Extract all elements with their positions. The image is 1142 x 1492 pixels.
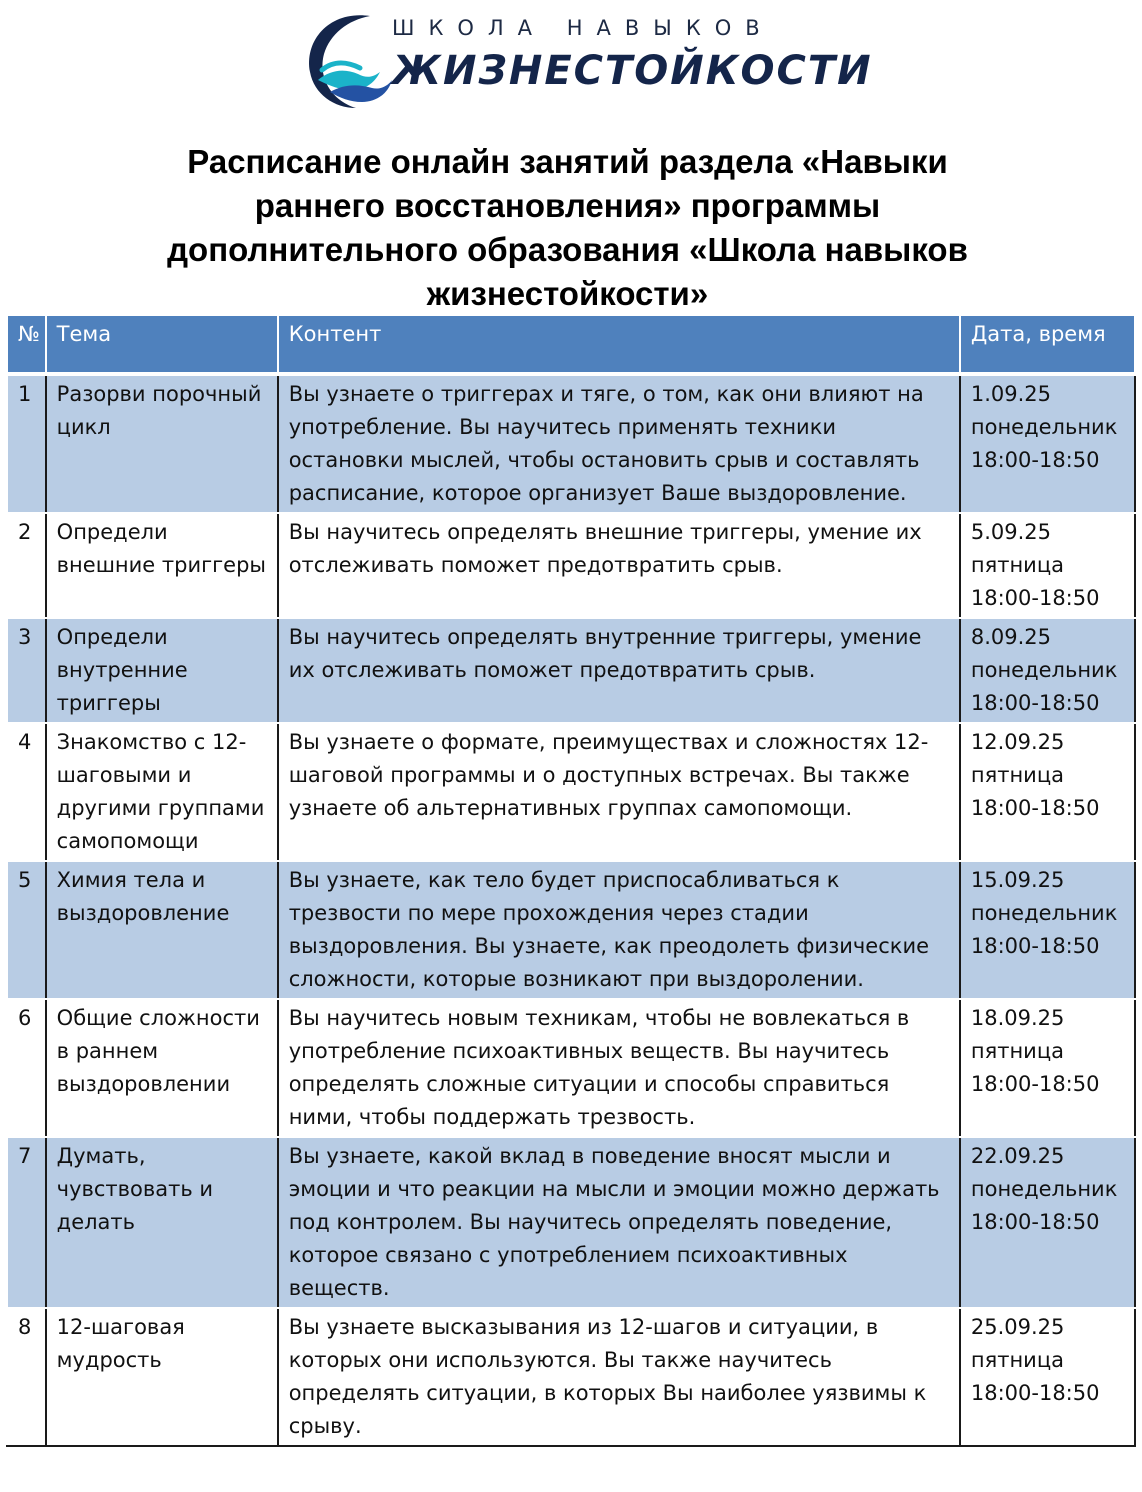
header-content: Контент <box>278 315 960 374</box>
row-topic: 12-шаговая мудрость <box>46 1308 278 1446</box>
header-topic: Тема <box>46 315 278 374</box>
page-title: Расписание онлайн занятий раздела «Навыки раннего восстановления» программы дополнительного образования «Школа навыков жизнестойкости» <box>167 143 968 312</box>
row-content: Вы узнаете о триггерах и тяге, о том, как они влияют на употребление. Вы научитесь применять техники остановки мыслей, чтобы остановить срыв и составлять расписание, которое организует Ваше выздоровление. <box>278 374 960 513</box>
row-date-cell <box>960 723 1135 861</box>
row-topic: Определи внутренние триггеры <box>46 618 278 723</box>
row-num: 5 <box>7 861 46 999</box>
row-content: Вы узнаете, как тело будет приспосабливаться к трезвости по мере прохождения через стадии выздоровления. Вы узнаете, как преодолеть физические сложности, которые возникают при выздоролении. <box>278 861 960 999</box>
hands-emblem-icon <box>300 10 396 110</box>
row-day: понедельник <box>970 415 1118 439</box>
row-date: 12.09.25 <box>970 730 1065 754</box>
row-content: Вы узнаете, какой вклад в поведение вносят мысли и эмоции и что реакции на мысли и эмоции можно держать под контролем. Вы научитесь определять поведение, которое связано с употреблением психоактивных веществ. <box>278 1137 960 1308</box>
row-topic: Химия тела и выздоровление <box>46 861 278 999</box>
table-row <box>7 999 1135 1137</box>
logo-text-top: ШКОЛА НАВЫКОВ <box>392 16 774 40</box>
table-row <box>7 861 1135 999</box>
table-row <box>7 513 1135 618</box>
row-date-cell <box>960 999 1135 1137</box>
row-date: 5.09.25 <box>970 520 1052 544</box>
row-content: Вы научитесь определять внутренние триггеры, умение их отслеживать поможет предотвратить срыв. <box>278 618 960 723</box>
row-date: 25.09.25 <box>970 1315 1065 1339</box>
row-date-cell <box>960 618 1135 723</box>
row-time: 18:00-18:50 <box>970 691 1100 715</box>
row-time: 18:00-18:50 <box>970 796 1100 820</box>
row-time: 18:00-18:50 <box>970 1210 1100 1234</box>
row-date: 22.09.25 <box>970 1144 1065 1168</box>
row-content: Вы научитесь новым техникам, чтобы не вовлекаться в употребление психоактивных веществ. Вы научитесь определять сложные ситуации и способы справиться ними, чтобы поддержать трезвость. <box>278 999 960 1137</box>
row-num: 8 <box>7 1308 46 1446</box>
table-row <box>7 723 1135 861</box>
table-row <box>7 618 1135 723</box>
row-num: 2 <box>7 513 46 618</box>
row-num: 4 <box>7 723 46 861</box>
row-date-cell <box>960 1308 1135 1446</box>
row-date: 18.09.25 <box>970 1006 1065 1030</box>
header-num: № <box>7 315 46 374</box>
row-date-cell <box>960 1137 1135 1308</box>
row-date: 1.09.25 <box>970 382 1052 406</box>
row-topic: Знакомство с 12-шаговыми и другими группами самопомощи <box>46 723 278 861</box>
table-row <box>7 374 1135 513</box>
schedule-table <box>6 314 1136 1447</box>
school-logo <box>300 10 873 110</box>
logo-text-bottom: ЖИЗНЕСТОЙКОСТИ <box>392 48 873 94</box>
row-num: 6 <box>7 999 46 1137</box>
row-content: Вы научитесь определять внешние триггеры, умение их отслеживать поможет предотвратить срыв. <box>278 513 960 618</box>
row-date-cell <box>960 374 1135 513</box>
row-date: 8.09.25 <box>970 625 1052 649</box>
row-num: 3 <box>7 618 46 723</box>
table-header-row <box>7 315 1135 374</box>
row-topic: Общие сложности в раннем выздоровлении <box>46 999 278 1137</box>
row-content: Вы узнаете о формате, преимуществах и сложностях 12-шаговой программы и о доступных встречах. Вы также узнаете об альтернативных группах самопомощи. <box>278 723 960 861</box>
table-row <box>7 1137 1135 1308</box>
row-time: 18:00-18:50 <box>970 1072 1100 1096</box>
row-num: 7 <box>7 1137 46 1308</box>
row-date-cell <box>960 513 1135 618</box>
row-topic: Определи внешние триггеры <box>46 513 278 618</box>
header-date: Дата, время <box>960 315 1135 374</box>
row-day: понедельник <box>970 658 1118 682</box>
table-row <box>7 1308 1135 1446</box>
row-time: 18:00-18:50 <box>970 934 1100 958</box>
row-time: 18:00-18:50 <box>970 448 1100 472</box>
row-topic: Думать, чувствовать и делать <box>46 1137 278 1308</box>
row-time: 18:00-18:50 <box>970 586 1100 610</box>
row-date: 15.09.25 <box>970 868 1065 892</box>
row-content: Вы узнаете высказывания из 12-шагов и ситуации, в которых они используются. Вы также научитесь определять ситуации, в которых Вы наиболее уязвимы к срыву. <box>278 1308 960 1446</box>
row-day: пятница <box>970 1348 1064 1372</box>
row-day: пятница <box>970 763 1064 787</box>
row-day: понедельник <box>970 901 1118 925</box>
row-day: пятница <box>970 553 1064 577</box>
row-topic: Разорви порочный цикл <box>46 374 278 513</box>
row-date-cell <box>960 861 1135 999</box>
row-time: 18:00-18:50 <box>970 1381 1100 1405</box>
row-day: пятница <box>970 1039 1064 1063</box>
row-day: понедельник <box>970 1177 1118 1201</box>
row-num: 1 <box>7 374 46 513</box>
